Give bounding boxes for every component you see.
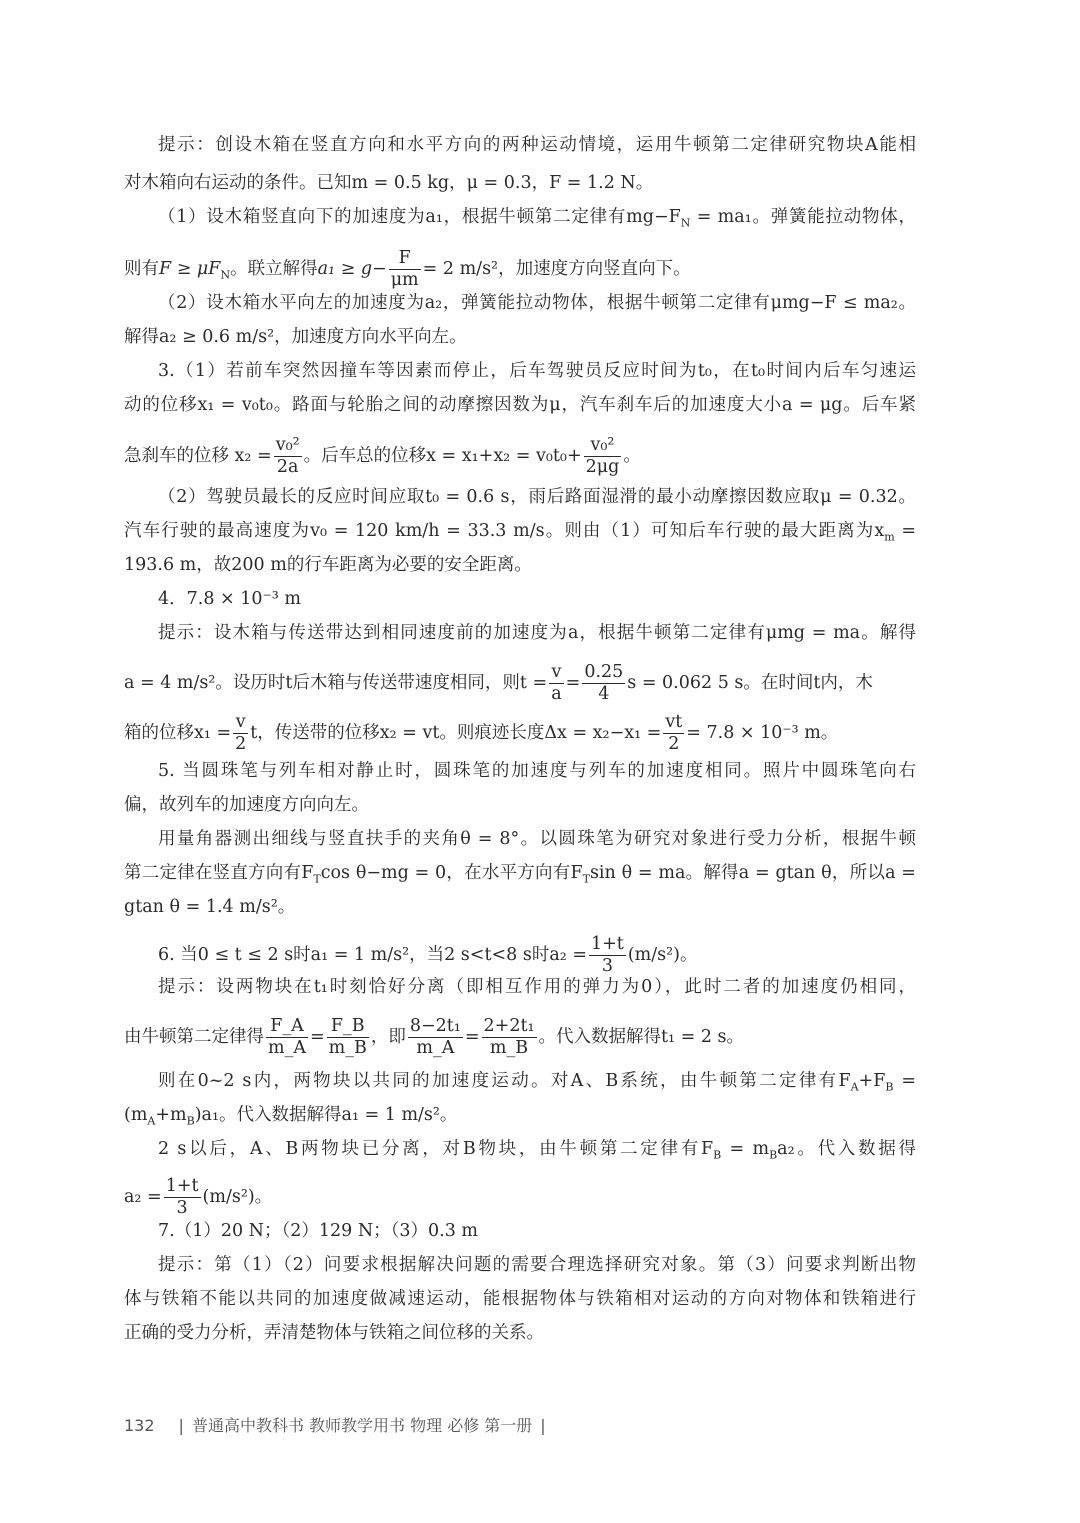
fraction: $\frac{F\_A}{m\_A}$ <box>268 1016 306 1058</box>
fraction: $\frac{vt}{2}$ <box>665 712 683 754</box>
fraction: $\frac{1+t}{3}$ <box>591 934 624 976</box>
equation-line: 则有$F \ge \mu F_N$。联立解得a₁ ≥ g− $\frac{F}{\mu m}$ = 2 m/s²，加速度方向竖直向下。 <box>124 248 691 290</box>
text-line: $(m_A+m_B)a_1$。代入数据解得a₁ = 1 m/s²。 <box>124 1105 458 1128</box>
fraction: $\frac{v}{a}$ <box>551 662 562 704</box>
text-line: （2）设木箱水平向左的加速度为a₂，弹簧能拉动物体，根据牛顿第二定律有μmg−F ≤ ma₂。 <box>158 293 916 313</box>
footer-separator: | <box>540 1416 546 1435</box>
text-line: 解得a₂ ≥ 0.6 m/s²，加速度方向水平向左。 <box>124 327 467 347</box>
text-line: 7.（1）20 N；（2）129 N；（3）0.3 m <box>158 1221 479 1241</box>
fraction: $\frac{\text{v₀²}}{2\mu g}$ <box>585 435 620 477</box>
fraction: $\frac{0.25}{4}$ <box>584 662 624 704</box>
fraction: $\frac{F\_B}{m\_B}$ <box>328 1016 367 1058</box>
text-line: 5. 当圆珠笔与列车相对静止时，圆珠笔的加速度与列车的加速度相同。照片中圆珠笔向右 <box>158 761 916 781</box>
text-line: 汽车行驶的最高速度为v₀ = 120 km/h = 33.3 m/s。则由（1）可知后车行驶的最大距离为$x_m$ = <box>124 521 916 544</box>
page-footer <box>124 1413 554 1436</box>
fraction: $\frac{\text{v₀²}}{2a}$ <box>275 435 300 477</box>
equation-line: 6. 当0 ≤ t ≤ 2 s时a₁ = 1 m/s²，当2 s<t<8 s时a₂ = $\frac{1+t}{3}$ (m/s²)。 <box>158 934 698 976</box>
text-line: 提示：创设木箱在竖直方向和水平方向的两种运动情境，运用牛顿第二定律研究物块A能相 <box>158 135 916 155</box>
equation-line: 箱的位移x₁ = $\frac{v}{2}$ t，传送带的位移x₂ = vt。则痕迹长度Δx = x₂−x₁ = $\frac{vt}{2}$ = 7.8 × 10⁻³ m。 <box>124 712 839 754</box>
text-line: 偏，故列车的加速度方向向左。 <box>124 795 369 815</box>
fraction: $\frac{\text{8−2t₁}}{m\_A}$ <box>409 1016 461 1058</box>
text-line: 用量角器测出细线与竖直扶手的夹角θ = 8°。以圆珠笔为研究对象进行受力分析，根据牛顿 <box>158 829 916 849</box>
footer-separator: | <box>178 1416 184 1435</box>
text-line: （2）驾驶员最长的反应时间应取t₀ = 0.6 s，雨后路面湿滑的最小动摩擦因数应取μ = 0.32。 <box>158 487 916 507</box>
text-line: 提示：第（1）（2）问要求根据解决问题的需要合理选择研究对象。第（3）问要求判断出物 <box>158 1255 916 1275</box>
page-number: 132 <box>124 1416 155 1435</box>
fraction: $\frac{F}{\mu m}$ <box>390 248 419 290</box>
fraction: $\frac{\text{2+2t₁}}{m\_B}$ <box>483 1016 535 1058</box>
book-title: 普通高中教科书 教师教学用书 物理 必修 第一册 <box>191 1416 533 1435</box>
text-line: 第二定律在竖直方向有$F_T\cos$ θ−mg = 0，在水平方向有$F_T\sin$ θ = ma。解得a = gtan θ，所以a = <box>124 863 916 886</box>
text-line: 193.6 m，故200 m的行车距离为必要的安全距离。 <box>124 555 532 575</box>
text-line: 2 s以后，A、B两物块已分离，对B物块，由牛顿第二定律有$F_B = m_Ba_2$。代入数据得 <box>158 1139 916 1162</box>
text-line: gtan θ = 1.4 m/s²。 <box>124 897 296 917</box>
text-line: 则在0~2 s内，两物块以共同的加速度运动。对A、B系统，由牛顿第二定律有$F_A+F_B$ = <box>158 1071 916 1094</box>
text-line: 4．7.8 × 10⁻³ m <box>158 589 301 609</box>
text-line: 提示：设木箱与传送带达到相同速度前的加速度为a，根据牛顿第二定律有μmg = ma。解得 <box>158 623 916 643</box>
equation-line: 急刹车的位移 x₂ = $\frac{\text{v₀²}}{2a}$ 。后车总的位移x = x₁+x₂ = v₀t₀+ $\frac{\text{v₀²}}{2\mu g}$ 。 <box>124 435 641 477</box>
fraction: $\frac{1+t}{3}$ <box>165 1176 199 1218</box>
text-line: 3.（1）若前车突然因撞车等因素而停止，后车驾驶员反应时间为t₀，在t₀时间内后车匀速运 <box>158 361 916 381</box>
text-line: 正确的受力分析，弄清楚物体与铁箱之间位移的关系。 <box>124 1323 544 1343</box>
text-line: （1）设木箱竖直向下的加速度为a₁，根据牛顿第二定律有$mg-F_N = ma_1$。弹簧能拉动物体， <box>158 207 916 230</box>
equation-line: 由牛顿第二定律得 $\frac{F\_A}{m\_A}$ = $\frac{F\_B}{m\_B}$ ，即 $\frac{\text{8−2t₁}}{m\_A}$ = $\frac{\text{2+2t₁}}{m\_B}$ 。代入数据解得t₁ = 2 s。 <box>124 1016 745 1058</box>
equation-line: a = 4 m/s²。设历时t后木箱与传送带速度相同，则t = $\frac{v}{a}$ = $\frac{0.25}{4}$ s = 0.062 5 s。在时间t内，木 <box>124 662 873 704</box>
text-line: 对木箱向右运动的条件。已知m = 0.5 kg，μ = 0.3，F = 1.2 N。 <box>124 173 654 193</box>
fraction: $\frac{v}{2}$ <box>235 712 247 754</box>
text-line: 体与铁箱不能以共同的加速度做减速运动，能根据物体与铁箱相对运动的方向对物体和铁箱进行 <box>124 1289 916 1309</box>
text-line: 动的位移x₁ = v₀t₀。路面与轮胎之间的动摩擦因数为μ，汽车刹车后的加速度大小a = μg。后车紧 <box>124 395 916 415</box>
equation-line: a₂ = $\frac{1+t}{3}$ (m/s²)。 <box>124 1176 273 1218</box>
text-line: 提示：设两物块在t₁时刻恰好分离（即相互作用的弹力为0），此时二者的加速度仍相同， <box>158 977 916 997</box>
